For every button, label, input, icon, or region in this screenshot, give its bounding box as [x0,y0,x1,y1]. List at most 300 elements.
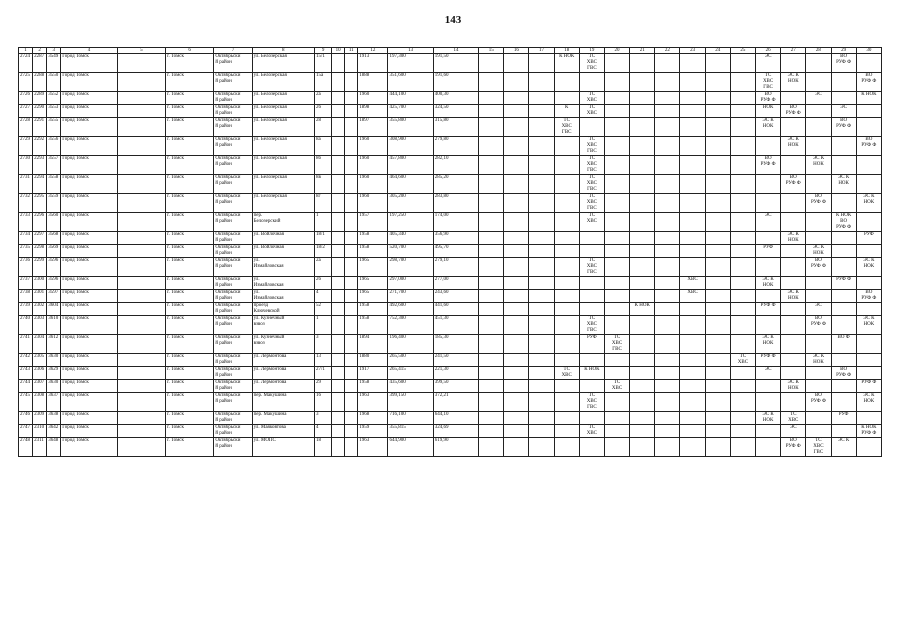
table-cell [781,303,806,316]
table-cell [680,73,705,92]
table-cell: 4 [315,290,332,303]
table-cell: 1958 [358,232,388,245]
table-cell: ТС ХВС ГВС [579,137,604,156]
table-cell [856,156,881,175]
table-cell [479,245,504,258]
table-cell: ЭС [781,425,806,438]
table-cell [117,335,165,354]
table-cell: ЭС К НОК [781,380,806,393]
table-cell [630,412,655,425]
table-cell [117,425,165,438]
table-cell: 3610 [47,316,61,335]
table-cell: 2296 [33,213,47,232]
table-cell [504,277,529,290]
table-cell [479,54,504,73]
table-cell: ТС ХВС ГВС [604,335,629,354]
table-cell: Город Томск [61,438,117,457]
column-header: 15 [479,48,504,54]
table-cell: Октябрьски й район [214,156,252,175]
table-cell [655,73,680,92]
table-cell: 26 [315,105,332,118]
table-cell: 2731 [19,175,33,194]
table-cell: 2306 [33,367,47,380]
table-cell: 399,150 [388,393,433,412]
table-cell [806,137,831,156]
table-cell: 191,50 [433,54,478,73]
table-cell [831,258,856,277]
table-cell: 265,415 [388,367,433,380]
table-cell: Город Томск [61,412,117,425]
table-cell: ул. Измайловская [252,258,314,277]
table-cell: ЭС [831,105,856,118]
table-cell: ВО РУФ Ф [781,175,806,194]
table-cell: 495,70 [433,245,478,258]
table-cell [117,290,165,303]
table-cell [117,105,165,118]
table-cell: 3556 [47,137,61,156]
table-cell: г. Томск [166,438,214,457]
table-cell [332,412,345,425]
table-cell [655,303,680,316]
table-cell: ЭС К НОК [856,194,881,213]
table-cell [831,137,856,156]
table-cell [332,92,345,105]
table-cell [630,213,655,232]
table-cell: ВО РУФ Ф [831,118,856,137]
column-header: 17 [529,48,554,54]
table-cell: 457,800 [388,156,433,175]
table-cell [529,277,554,290]
table-cell: г. Томск [166,54,214,73]
column-header: 22 [655,48,680,54]
table-row [19,277,882,290]
table-cell [554,213,579,232]
table-cell: 2743 [19,367,33,380]
table-cell: г. Томск [166,393,214,412]
column-header: 28 [806,48,831,54]
table-cell: ВО РУФ Ф [756,156,781,175]
table-cell: 18 [315,438,332,457]
table-cell [831,73,856,92]
table-cell [705,425,730,438]
table-cell: ул. Белозерская [252,54,314,73]
table-cell [479,316,504,335]
table-cell [856,367,881,380]
table-row [19,156,882,175]
table-cell: К НОК РУФ Ф [856,425,881,438]
table-cell: ул. Белозерская [252,92,314,105]
table-cell: 644,10 [433,412,478,425]
table-cell: 279,80 [433,137,478,156]
table-cell [806,290,831,303]
table-cell [504,303,529,316]
table-cell: ЭС К НОК [781,290,806,303]
table-cell [856,245,881,258]
table-cell: ТС ХВС ГВС [554,118,579,137]
table-cell: ВО РУФ Ф [806,316,831,335]
table-cell [604,354,629,367]
table-cell: 1960 [358,137,388,156]
table-cell: 3559 [47,194,61,213]
table-cell: 52 [315,303,332,316]
table-cell [529,194,554,213]
table-cell [630,156,655,175]
table-cell [529,290,554,303]
table-row [19,380,882,393]
table-cell [630,137,655,156]
table-cell: 1897 [358,118,388,137]
table-cell: Октябрьски й район [214,105,252,118]
table-cell [479,303,504,316]
table-cell [630,277,655,290]
table-cell [529,438,554,457]
table-cell [655,245,680,258]
table-cell [630,245,655,258]
table-cell: К НОК [554,54,579,73]
table-cell [604,232,629,245]
table-cell: Октябрьски й район [214,425,252,438]
table-cell [117,412,165,425]
column-header: 7 [214,48,252,54]
table-cell [529,425,554,438]
table-cell [479,412,504,425]
table-cell [604,175,629,194]
table-cell: 28 [315,118,332,137]
table-cell [117,316,165,335]
table-cell [831,393,856,412]
table-cell: 2725 [19,73,33,92]
column-header: 19 [579,48,604,54]
table-cell [604,258,629,277]
table-cell [655,367,680,380]
table-cell: 405,340 [388,232,433,245]
table-cell [554,92,579,105]
table-cell [680,245,705,258]
table-cell [730,380,755,393]
table-cell: пер. Макушина [252,393,314,412]
table-cell [504,175,529,194]
table-cell [705,335,730,354]
table-cell: ЭС [756,54,781,73]
table-cell [705,303,730,316]
table-cell [781,277,806,290]
table-row [19,335,882,354]
table-cell [680,258,705,277]
table-cell [604,367,629,380]
table-cell [604,425,629,438]
table-row [19,303,882,316]
table-cell [831,303,856,316]
table-cell: ЭС К НОК [781,137,806,156]
table-cell [655,425,680,438]
table-cell [504,232,529,245]
table-cell: 4 [315,425,332,438]
table-cell [655,175,680,194]
table-cell [655,438,680,457]
table-cell [655,380,680,393]
table-cell [479,194,504,213]
table-cell: ТС ХВС ГВС [579,54,604,73]
table-cell [332,290,345,303]
table-cell [554,393,579,412]
table-cell [806,412,831,425]
table-cell: Октябрьски й район [214,213,252,232]
table-cell [332,245,345,258]
table-cell: 644,900 [388,438,433,457]
table-cell: г. Томск [166,290,214,303]
table-cell: Город Томск [61,303,117,316]
table-cell: Город Томск [61,137,117,156]
table-cell: ТС ХВС [579,425,604,438]
table-cell: 3560 [47,213,61,232]
table-cell: 492,600 [388,303,433,316]
table-cell: Город Томск [61,105,117,118]
table-cell [479,232,504,245]
table-cell: 3557 [47,156,61,175]
table-cell: г. Томск [166,118,214,137]
table-cell: ЭС К НОК [756,277,781,290]
table-cell: 1963 [358,393,388,412]
table-cell: ВО РУФ Ф [781,438,806,457]
table-cell: НОК [756,105,781,118]
table-cell [604,92,629,105]
table-cell [680,438,705,457]
table-cell [604,156,629,175]
table-cell [756,393,781,412]
table-cell [604,137,629,156]
table-cell: г. Томск [166,232,214,245]
table-cell: 1894 [358,335,388,354]
table-cell: 2298 [33,245,47,258]
table-cell: 2291 [33,118,47,137]
table-cell: г. Томск [166,175,214,194]
table-cell: ЭС К НОК [781,232,806,245]
table-cell: 1898 [358,105,388,118]
table-cell: 2726 [19,92,33,105]
table-cell [806,425,831,438]
table-cell: 441,60 [433,303,478,316]
table-cell: ЭС [806,303,831,316]
table-cell: ЭС К НОК [756,335,781,354]
table-cell [529,258,554,277]
table-cell: 444,100 [388,92,433,105]
table-cell: Город Томск [61,316,117,335]
table-cell [655,137,680,156]
table-cell: 3596 [47,277,61,290]
table-cell: 2295 [33,194,47,213]
table-cell [479,213,504,232]
table-row [19,73,882,92]
table-cell: 2300 [33,277,47,290]
table-cell [655,335,680,354]
table-cell: 2728 [19,118,33,137]
table-cell: ЭС [756,367,781,380]
table-cell [504,105,529,118]
table-cell [332,118,345,137]
table-cell: 2294 [33,175,47,194]
table-cell [554,380,579,393]
table-cell: 2737 [19,277,33,290]
table-cell: Октябрьски й район [214,245,252,258]
table-cell: ТС ХВС ГВС [806,438,831,457]
table-cell: ул. Маяковтова [252,425,314,438]
table-cell [655,354,680,367]
table-cell: 3 [315,335,332,354]
column-header: 29 [831,48,856,54]
table-cell [345,92,358,105]
table-cell: ТС ХВС ГВС [579,194,604,213]
table-cell: 324,69 [433,425,478,438]
table-cell [554,258,579,277]
table-cell: 3549 [47,54,61,73]
table-cell [756,438,781,457]
table-cell: ТС ХВС ГВС [579,156,604,175]
table-cell [680,105,705,118]
table-cell [756,380,781,393]
table-cell [630,258,655,277]
table-row [19,54,882,73]
table-cell [856,105,881,118]
table-cell [730,258,755,277]
column-header: 30 [856,48,881,54]
table-cell: 2727 [19,105,33,118]
table-cell [529,175,554,194]
table-cell [806,213,831,232]
table-cell: 197,250 [388,213,433,232]
table-cell: 2733 [19,213,33,232]
table-cell: г. Томск [166,258,214,277]
table-cell: 221,30 [433,367,478,380]
table-cell: г. Томск [166,92,214,105]
table-cell: Город Томск [61,245,117,258]
table-cell: 2299 [33,258,47,277]
table-cell [604,213,629,232]
table-cell [781,393,806,412]
table-cell [730,194,755,213]
table-cell: 2748 [19,438,33,457]
table-cell [781,316,806,335]
table-cell: г. Томск [166,213,214,232]
table-cell [345,335,358,354]
table-cell [117,194,165,213]
table-cell: 1958 [358,245,388,258]
table-cell [332,438,345,457]
table-cell: ул. Измайловская [252,290,314,303]
table-cell: 15/1 [315,54,332,73]
table-cell [756,194,781,213]
table-cell: ТС ХВС [579,105,604,118]
table-cell: ул. Лермонтова [252,354,314,367]
table-cell [705,175,730,194]
table-cell [579,245,604,258]
table-cell [117,367,165,380]
table-cell: Октябрьски й район [214,194,252,213]
table-cell [604,105,629,118]
table-cell [332,258,345,277]
table-cell: Город Томск [61,73,117,92]
table-cell [630,232,655,245]
table-cell [630,354,655,367]
table-cell: ЭС К НОК [806,245,831,258]
table-cell [604,393,629,412]
table-cell [680,175,705,194]
table-cell: ВО РУФ Ф [856,290,881,303]
table-cell: г. Томск [166,73,214,92]
table-cell: Октябрьски й район [214,316,252,335]
table-cell [554,277,579,290]
table-cell: 3630 [47,354,61,367]
table-cell: 351,600 [388,73,433,92]
table-row [19,213,882,232]
table-cell: 3569 [47,245,61,258]
column-header: 4 [61,48,117,54]
table-cell [117,380,165,393]
table-cell [680,335,705,354]
column-header: 10 [332,48,345,54]
table-cell: 2736 [19,258,33,277]
table-cell [529,335,554,354]
table-cell: 2289 [33,92,47,105]
table-cell [730,412,755,425]
table-cell [705,54,730,73]
table-cell: ЭС К НОК [806,156,831,175]
table-cell: Октябрьски й район [214,118,252,137]
table-cell [332,156,345,175]
table-cell [332,73,345,92]
table-cell: 298,700 [388,258,433,277]
table-cell: ул. Кузнечный взвоз [252,316,314,335]
table-cell [117,175,165,194]
table-cell [730,105,755,118]
table-cell: Октябрьски й район [214,438,252,457]
table-cell [504,245,529,258]
table-cell: 3597 [47,290,61,303]
table-cell: ЭС К НОК [806,354,831,367]
table-cell: ул. Белозерская [252,137,314,156]
table-cell: Октябрьски й район [214,232,252,245]
table-cell: 3637 [47,393,61,412]
table-cell: 3 [315,412,332,425]
column-header: 3 [47,48,61,54]
column-header: 25 [730,48,755,54]
table-row [19,258,882,277]
column-header: 9 [315,48,332,54]
table-cell: ТС ХВС ГВС [579,258,604,277]
table-cell [705,316,730,335]
table-cell [332,393,345,412]
table-cell: Город Томск [61,156,117,175]
table-cell [345,245,358,258]
table-cell [705,412,730,425]
table-cell [831,316,856,335]
table-cell: 2742 [19,354,33,367]
table-cell: г. Томск [166,105,214,118]
table-cell: ТС ХВС [579,92,604,105]
table-cell [529,303,554,316]
table-cell [630,118,655,137]
table-cell: 3642 [47,425,61,438]
table-cell: ЭС К [831,438,856,457]
table-cell [756,258,781,277]
column-header: 12 [358,48,388,54]
table-cell [479,73,504,92]
table-cell: ВО РУФ Ф [831,367,856,380]
table-cell [604,245,629,258]
table-cell [345,412,358,425]
table-cell: Город Томск [61,290,117,303]
table-cell [504,290,529,303]
table-cell [345,393,358,412]
